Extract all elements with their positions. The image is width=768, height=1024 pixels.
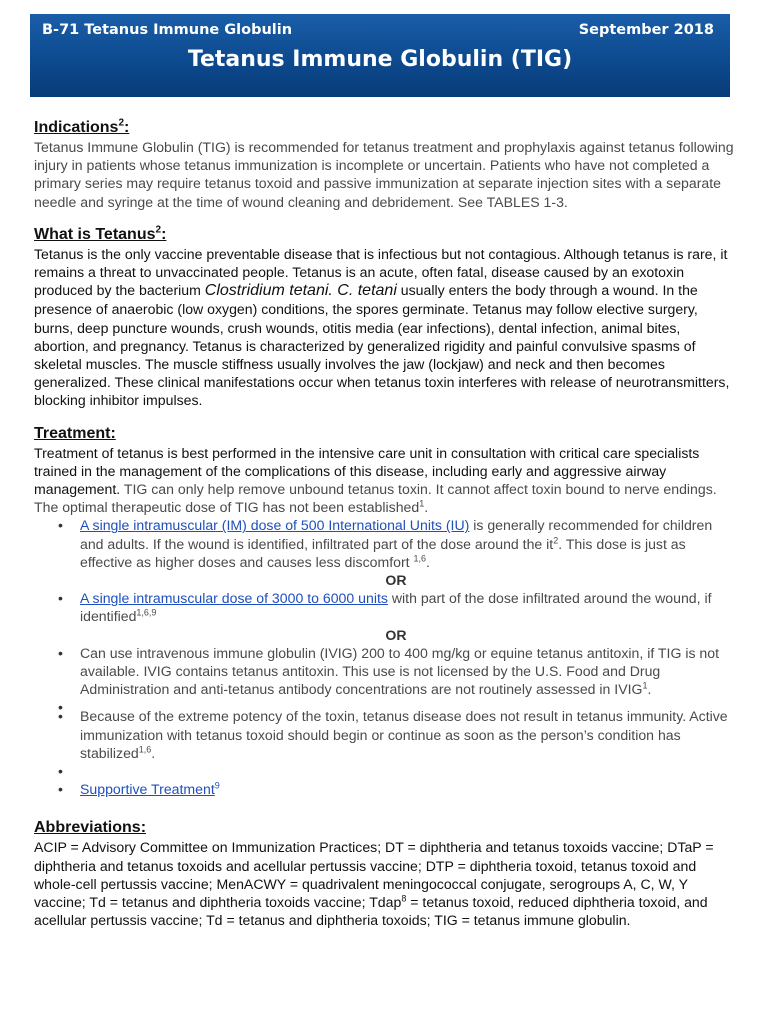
abbreviations-heading: Abbreviations: xyxy=(34,819,147,837)
document-body xyxy=(34,118,738,943)
indications-section xyxy=(34,118,738,211)
or-separator: OR xyxy=(385,572,407,589)
document-code: B-71 Tetanus Immune Globulin xyxy=(42,22,293,38)
list-item: • Because of the extreme potency of the toxin, tetanus disease does not result in tetanus immunity. Active immunization with tetanus toxoid should begin or continue as soon as the person’s condition has stabilized$^{1,6}$. xyxy=(34,707,738,762)
indications-heading: Indications$^2$: xyxy=(34,117,130,136)
list-item: • Can use intravenous immune globulin (IVIG) 200 to 400 mg/kg or equine tetanus antitoxin, if TIG is not available. IVIG contains tetanus antitoxin. This use is not licensed by the U.S. Food and Drug Administration and anti-tetanus antibody concentrations are not routinely assessed in IVIG$^1$. xyxy=(34,644,738,699)
im-dose-500-link[interactable]: A single intramuscular (IM) dose of 500 International Units (IU) xyxy=(80,517,470,534)
abbreviations-section xyxy=(34,818,738,929)
supportive-treatment-link[interactable]: Supportive Treatment xyxy=(80,781,215,798)
abbreviations-text: ACIP = Advisory Committee on Immunization Practices; DT = diphtheria and tetanus toxoids vaccine; DTaP = diphtheria and tetanus toxoids and acellular pertussis vaccine; DTP = diphtheria toxoid, tetanus toxoid and whole-cell pertussis vaccine; MenACWY = quadrivalent meningococcal conjugate, serogroups A, C, W, Y vaccine; Td = tetanus and diphtheria toxoids vaccine; Tdap$^8$ = tetanus toxoid, reduced diphtheria toxoid, and acellular pertussis vaccine; Td = tetanus and diphtheria toxoids; TIG = tetanus immune globulin. xyxy=(34,839,714,929)
what-is-tetanus-section xyxy=(34,225,738,410)
treatment-section xyxy=(34,424,738,799)
page-title: Tetanus Immune Globulin (TIG) xyxy=(187,47,573,72)
treatment-heading: Treatment: xyxy=(34,424,116,442)
list-item: • A single intramuscular dose of 3000 to 6000 units with part of the dose infiltrated around the wound, if identified$^{1,6,9}$ xyxy=(34,589,738,625)
document-date: September 2018 xyxy=(578,22,714,38)
organism-name: Clostridium tetani. C. tetani xyxy=(204,282,397,300)
treatment-text: Treatment of tetanus is best performed in the intensive care unit in consultation with critical care specialists trained in the management of the complications of this disease, including early and aggressive airway management. TIG can only help remove unbound tetanus toxin. It cannot affect toxin bound to nerve endings. The optimal therapeutic dose of TIG has not been established$^1$. xyxy=(34,444,717,516)
im-dose-3000-link[interactable]: A single intramuscular dose of 3000 to 6000 units xyxy=(80,590,388,607)
what-is-tetanus-heading: What is Tetanus$^2$: xyxy=(34,224,167,243)
what-is-tetanus-text: Tetanus is the only vaccine preventable disease that is infectious but not contagious. Although tetanus is rare, it remains a threat to unvaccinated people. Tetanus is an acute, often fatal, disease caused by an exotoxin produced by the bacterium Clostridium tetani. C. tetani usually enters the body through a wound. In the presence of anaerobic (low oxygen) conditions, the spores germinate. Tetanus may follow elective surgery, burns, deep puncture wounds, crush wounds, otitis media (ear infections), dental infection, animal bites, abortion, and pregnancy. Tetanus is characterized by generalized rigidity and painful convulsive spasms of skeletal muscles. The muscle stiffness usually involves the jaw (lockjaw) and neck and then becomes generalized. These clinical manifestations occur when tetanus toxin interferes with release of neurotransmitters, blocking inhibitor impulses. xyxy=(34,245,730,409)
indications-text: Tetanus Immune Globulin (TIG) is recommended for tetanus treatment and prophylaxis against tetanus following injury in patients whose tetanus immunization is incomplete or uncertain. Patients who have not completed a primary series may require tetanus toxoid and passive immunization at separate injection sites with a separate needle and syringe at the time of wound cleaning and debridement. See TABLES 1-3. xyxy=(34,139,734,210)
list-item: • A single intramuscular (IM) dose of 500 International Units (IU) is generally recommended for children and adults. If the wound is identified, infiltrated part of the dose around the $it^2$. This dose is just as effective as higher doses and causes less discomfort $^{1,6}$. xyxy=(34,516,738,571)
list-item: • Supportive Treatment$^9$ xyxy=(34,780,738,798)
treatment-list xyxy=(34,516,738,571)
or-separator: OR xyxy=(385,626,407,643)
header-banner xyxy=(30,14,730,97)
